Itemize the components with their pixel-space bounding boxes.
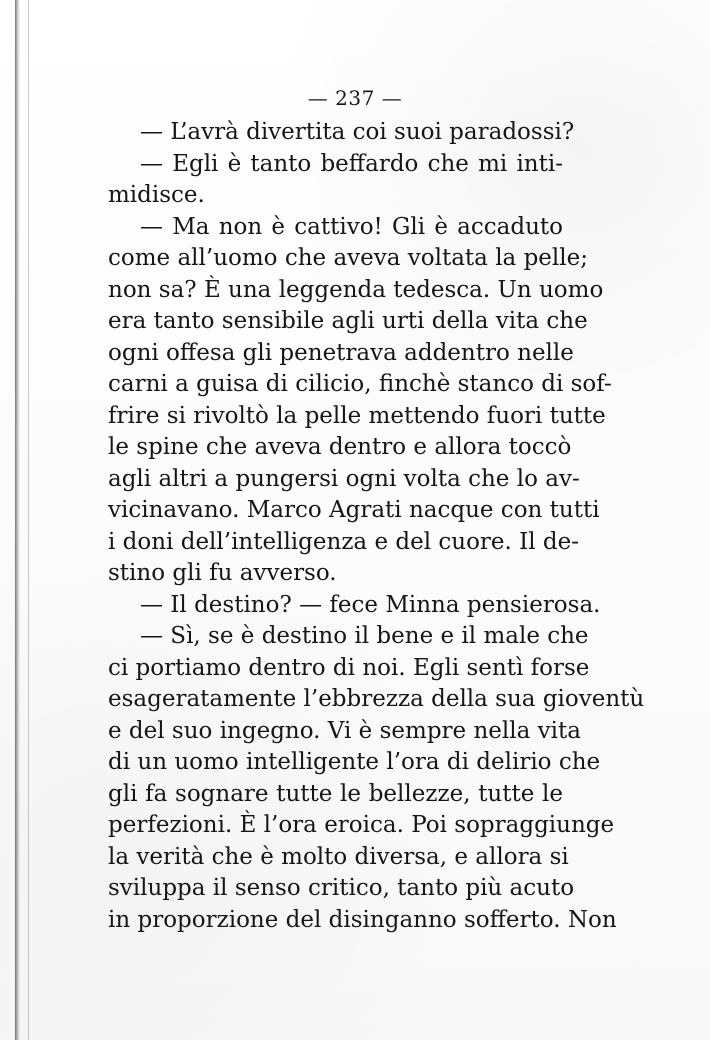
text-line: frire si rivoltò la pelle mettendo fuori tutte bbox=[108, 402, 606, 429]
text-line: in proporzione del disinganno sofferto. Non bbox=[108, 906, 617, 933]
text-line: sviluppa il senso critico, tanto più acuto bbox=[108, 875, 575, 901]
text-line: vicinavano. Marco Agrati nacque con tutti bbox=[108, 497, 600, 523]
binding-edge-shadow bbox=[15, 0, 20, 1040]
text-line: ci portiamo dentro di noi. Egli sentì forse bbox=[108, 654, 590, 681]
text-line: la verità che è molto diversa, e allora si bbox=[108, 843, 569, 870]
text-line: stino gli fu avverso. bbox=[108, 560, 337, 586]
text-line: era tanto sensibile agli urti della vita che bbox=[108, 308, 588, 334]
text-line: carni a guisa di cilicio, finchè stanco di sof- bbox=[108, 371, 612, 397]
text-line: le spine che aveva dentro e allora toccò bbox=[108, 434, 572, 460]
text-line: esageratamente l’ebbrezza della sua gioventù bbox=[108, 686, 645, 712]
text-line: — L’avrà divertita coi suoi paradossi? bbox=[140, 119, 575, 145]
text-line: midisce. bbox=[108, 182, 205, 208]
text-line: non sa? È una leggenda tedesca. Un uomo bbox=[108, 276, 604, 303]
text-line: come all’uomo che aveva voltata la pelle; bbox=[108, 245, 588, 271]
page-number: — 237 — bbox=[307, 86, 403, 110]
text-line: — Il destino? — fece Minna pensierosa. bbox=[140, 591, 601, 618]
text-line: — Egli è tanto beffardo che mi inti- bbox=[140, 150, 563, 177]
text-line: perfezioni. È l’ora eroica. Poi sopraggiunge bbox=[108, 812, 615, 838]
text-line: — Sì, se è destino il bene e il male che bbox=[140, 623, 589, 649]
binding-edge-line bbox=[28, 0, 29, 1040]
body-text bbox=[108, 117, 645, 936]
text-line: agli altri a pungersi ogni volta che lo av- bbox=[108, 465, 580, 492]
text-line: ogni offesa gli penetrava addentro nelle bbox=[108, 339, 574, 366]
text-line: i doni dell’intelligenza e del cuore. Il de- bbox=[108, 528, 580, 555]
text-line: — Ma non è cattivo! Gli è accaduto bbox=[140, 213, 563, 240]
text-line: gli fa sognare tutte le bellezze, tutte le bbox=[108, 780, 563, 807]
text-line: e del suo ingegno. Vi è sempre nella vita bbox=[108, 717, 581, 744]
text-line: di un uomo intelligente l’ora di delirio che bbox=[108, 749, 601, 775]
